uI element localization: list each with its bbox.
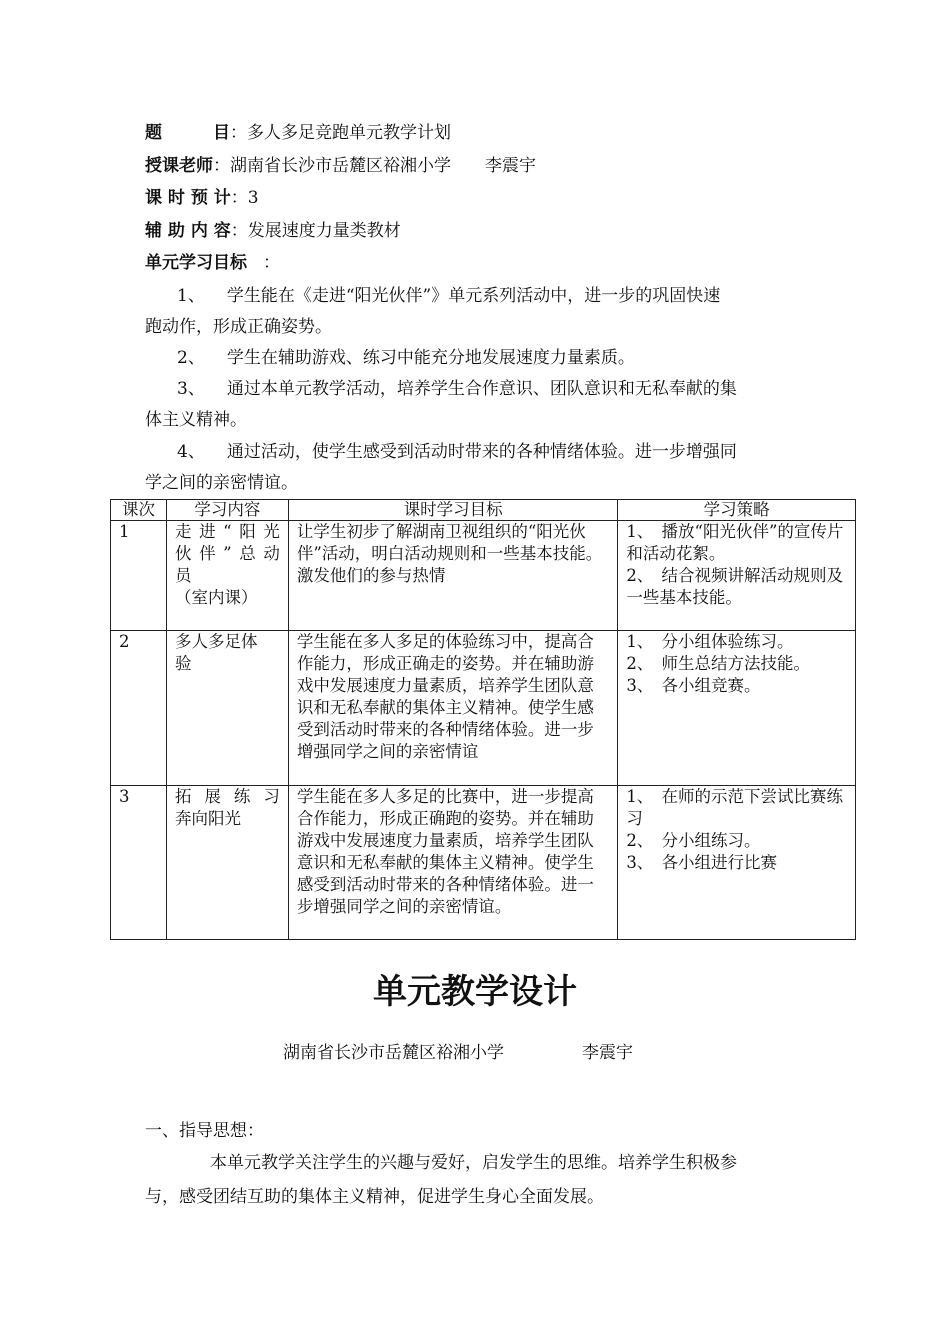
goal-3-continuation: 体主义精神。 [145, 410, 247, 430]
lesson-strategy [618, 786, 856, 940]
content-line: 员 [174, 566, 192, 585]
lesson-objective: 学生能在多人多足的比赛中，进一步提高合作能力，形成正确跑的姿势。并在辅助游戏中发展速度力量素质，培养学生团队意识和无私奉献的集体主义精神。使学生感受到活动时带来的各种情绪体验。进一步增强同学之间的亲密情谊。 [288, 786, 617, 940]
strategy-item: 1、 在师的示范下尝试比赛练习 [626, 787, 844, 828]
goal-number: 4、 [177, 442, 205, 462]
goal-number: 2、 [177, 348, 205, 368]
goal-3 [177, 378, 737, 400]
lesson-strategy [618, 631, 856, 786]
title-value: ：多人多足竞跑单元教学计划 [230, 123, 451, 143]
table-row [111, 521, 856, 631]
strategy-item: 3、 各小组竞赛。 [626, 676, 761, 695]
lesson-objective: 让学生初步了解湖南卫视组织的“阳光伙伴”活动，明白活动规则和一些基本技能。激发他们的参与热情 [288, 521, 617, 631]
table-row [111, 786, 856, 940]
content-line: 伙伴”总动 [174, 544, 280, 563]
hours-label: 课 时 预 计 [145, 188, 231, 208]
column-header-strategy: 学习策略 [618, 500, 856, 521]
lesson-strategy [618, 521, 856, 631]
column-header-lesson: 课次 [111, 500, 167, 521]
goal-text: 通过活动，使学生感受到活动时带来的各种情绪体验。进一步增强同 [226, 442, 737, 462]
goal-text: 通过本单元教学活动，培养学生合作意识、团队意识和无私奉献的集 [226, 379, 737, 399]
content-line: 拓展练习 [174, 787, 280, 806]
goals-colon: ： [263, 253, 280, 273]
goal-4 [177, 441, 737, 463]
goal-number: 3、 [177, 379, 205, 399]
section-1-title: 一、指导思想： [145, 1121, 264, 1141]
lesson-number: 1 [111, 521, 167, 631]
strategy-item: 2、 师生总结方法技能。 [626, 654, 811, 673]
lesson-content [166, 631, 288, 786]
goals-heading-row [145, 252, 280, 274]
lesson-plan-table [110, 499, 856, 940]
teacher-label: 授课老师 [145, 156, 213, 176]
goal-1-continuation: 跑动作，形成正确姿势。 [145, 317, 332, 337]
column-header-content: 学习内容 [166, 500, 288, 521]
title-label: 题 目 [145, 123, 230, 143]
section-1-paragraph-line: 本单元教学关注学生的兴趣与爱好，启发学生的思维。培养学生积极参 [210, 1153, 737, 1173]
goal-text: 学生在辅助游戏、练习中能充分地发展速度力量素质。 [226, 348, 635, 368]
goals-label: 单元学习目标 [145, 253, 247, 273]
table-header-row [111, 500, 856, 521]
section-1-paragraph-line: 与，感受团结互助的集体主义精神，促进学生身心全面发展。 [145, 1187, 604, 1207]
content-line: 验 [174, 654, 192, 673]
author-name: 李震宇 [582, 1043, 633, 1063]
strategy-item: 1、 分小组体验练习。 [626, 632, 794, 651]
school-name: 湖南省长沙市岳麓区裕湘小学 [283, 1043, 504, 1063]
design-byline [283, 1042, 633, 1064]
strategy-item: 1、 播放“阳光伙伴”的宣传片和活动花絮。 [626, 522, 844, 563]
teacher-value: ：湖南省长沙市岳麓区裕湘小学 李震宇 [213, 156, 536, 176]
goal-number: 1、 [177, 286, 205, 306]
aux-label: 辅 助 内 容 [145, 221, 231, 241]
lesson-number: 3 [111, 786, 167, 940]
aux-value: ：发展速度力量类教材 [230, 221, 401, 241]
teacher-row [145, 155, 536, 177]
hours-value: ：3 [230, 188, 259, 208]
goal-2 [177, 347, 635, 369]
content-line: （室内课） [174, 588, 258, 607]
content-line: 奔向阳光 [174, 809, 241, 828]
lesson-objective: 学生能在多人多足的体验练习中，提高合作能力，形成正确走的姿势。并在辅助游戏中发展速度力量素质，培养学生团队意识和无私奉献的集体主义精神。使学生感受到活动时带来的各种情绪体验。进一步增强同学之间的亲密情谊 [288, 631, 617, 786]
lesson-number: 2 [111, 631, 167, 786]
column-header-objective: 课时学习目标 [288, 500, 617, 521]
content-line: 多人多足体 [174, 632, 258, 651]
table-row [111, 631, 856, 786]
title-row [145, 122, 451, 144]
hours-row [145, 187, 259, 209]
goal-text: 学生能在《走进“阳光伙伴”》单元系列活动中，进一步的巩固快速 [226, 286, 721, 306]
aux-row [145, 220, 401, 242]
goal-1 [177, 285, 720, 307]
goal-4-continuation: 学之间的亲密情谊。 [145, 473, 298, 493]
design-heading: 单元教学设计 [373, 972, 577, 1012]
strategy-item: 2、 结合视频讲解活动规则及一些基本技能。 [626, 566, 844, 607]
strategy-item: 2、 分小组练习。 [626, 831, 761, 850]
strategy-item: 3、 各小组进行比赛 [626, 853, 778, 872]
lesson-content [166, 786, 288, 940]
lesson-content [166, 521, 288, 631]
content-line: 走进“阳光 [174, 522, 280, 541]
